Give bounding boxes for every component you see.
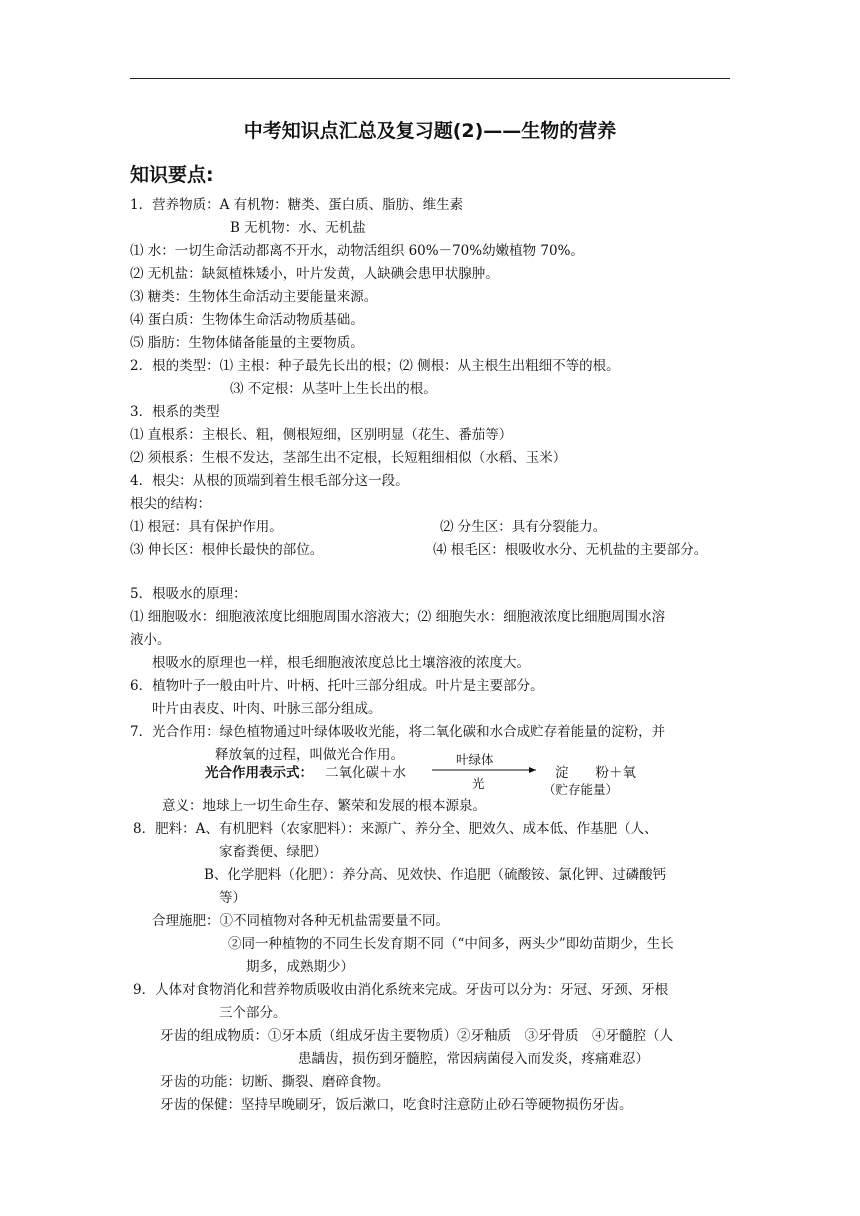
text-line: 意义：地球上一切生命生存、繁荣和发展的根本源泉。: [162, 798, 486, 814]
text-line: ⑶ 伸长区：根伸长最快的部位。: [130, 542, 324, 558]
text-line: ⑵ 须根系：生根不发达，茎部生出不定根，长短粗细相似（水稻、玉米）: [130, 450, 567, 466]
text-line: 释放氧的过程，叫做光合作用。: [215, 747, 404, 763]
formula-reactants: 二氧化碳＋水: [325, 765, 406, 781]
text-line: ⑶ 不定根：从茎叶上生长出的根。: [230, 381, 437, 397]
text-line: ⑵ 无机盐：缺氮植株矮小，叶片发黄，人缺碘会患甲状腺肿。: [130, 266, 499, 282]
text-line: ⑷ 蛋白质：生物体生命活动物质基础。: [130, 312, 364, 328]
page-title: 中考知识点汇总及复习题(2)——生物的营养: [243, 120, 617, 142]
arrow-condition-top: 叶绿体: [456, 752, 494, 767]
arrow-icon: [432, 750, 540, 790]
text-line: 8．肥料：A、有机肥料（农家肥料）：来源广、养分全、肥效久、成本低、作基肥（人、: [133, 821, 658, 837]
text-line: 6．植物叶子一般由叶片、叶柄、托叶三部分组成。叶片是主要部分。: [130, 678, 544, 694]
text-line: ⑵ 分生区：具有分裂能力。: [440, 519, 607, 535]
header-rule: [130, 78, 730, 79]
arrow-condition-bottom: 光: [472, 776, 485, 791]
text-line: 三个部分。: [219, 1005, 287, 1021]
text-line: 根吸水的原理也一样，根毛细胞液浓度总比土壤溶液的浓度大。: [152, 655, 530, 671]
text-line: ⑶ 糖类：生物体生命活动主要能量来源。: [130, 289, 378, 305]
text-line: ⑸ 脂肪：生物体储备能量的主要物质。: [130, 335, 364, 351]
text-line: 液小。: [130, 632, 171, 648]
text-line: 牙齿的组成物质：①牙本质（组成牙齿主要物质）②牙釉质 ③牙骨质 ④牙髓腔（人: [160, 1028, 673, 1044]
text-line: B 无机物：水、无机盐: [230, 220, 366, 236]
text-line: 叶片由表皮、叶肉、叶脉三部分组成。: [152, 701, 382, 717]
text-line: 患龋齿，损伤到牙髓腔，常因病菌侵入而发炎，疼痛难忍）: [298, 1051, 649, 1067]
formula-products: 淀 粉＋氧: [555, 765, 636, 781]
text-line: 合理施肥：①不同植物对各种无机盐需要量不同。: [152, 913, 449, 929]
text-line: 根尖的结构：: [130, 496, 211, 512]
formula-label: 光合作用表示式：: [205, 765, 313, 781]
text-line: 3．根系的类型: [130, 404, 220, 420]
text-line: 4．根尖：从根的顶端到着生根毛部分这一段。: [130, 473, 409, 489]
text-line: 牙齿的功能：切断、撕裂、磨碎食物。: [160, 1074, 390, 1090]
text-line: 9．人体对食物消化和营养物质吸收由消化系统来完成。牙齿可以分为：牙冠、牙颈、牙根: [133, 982, 669, 998]
text-line: B、化学肥料（化肥）：养分高、见效快、作追肥（硫酸铵、氯化钾、过磷酸钙: [204, 867, 667, 883]
text-line: ⑴ 细胞吸水：细胞液浓度比细胞周围水溶液大；⑵ 细胞失水：细胞液浓度比细胞周围水溶: [130, 609, 666, 625]
reaction-arrow: [432, 750, 540, 790]
text-line: 期多，成熟期少）: [246, 959, 354, 975]
text-line: ⑴ 根冠：具有保护作用。: [130, 519, 283, 535]
text-line: 牙齿的保健：坚持早晚刷牙，饭后漱口，吃食时注意防止砂石等硬物损伤牙齿。: [160, 1097, 633, 1113]
text-line: 家畜粪便、绿肥）: [219, 844, 327, 860]
text-line: 等）: [219, 890, 246, 906]
text-line: 2．根的类型：⑴ 主根：种子最先长出的根；⑵ 侧根：从主根生出粗细不等的根。: [130, 358, 620, 374]
text-line: ⑷ 根毛区：根吸收水分、无机盐的主要部分。: [433, 542, 708, 558]
text-line: ⑴ 水：一切生命活动都离不开水，动物活组织 60%－70%幼嫩植物 70%。: [130, 243, 584, 259]
text-line: 7．光合作用：绿色植物通过叶绿体吸收光能，将二氧化碳和水合成贮存着能量的淀粉，并: [130, 724, 666, 740]
text-line: ⑴ 直根系：主根长、粗，侧根短细，区别明显（花生、番茄等）: [130, 427, 513, 443]
text-line: 5．根吸水的原理：: [130, 586, 247, 602]
text-line: ②同一种植物的不同生长发育期不同（“中间多，两头少”即幼苗期少，生长: [228, 936, 674, 952]
section-heading: 知识要点:: [130, 164, 214, 186]
formula-note: （贮存能量）: [543, 782, 619, 797]
text-line: 1．营养物质：A 有机物：糖类、蛋白质、脂肪、维生素: [130, 197, 464, 213]
